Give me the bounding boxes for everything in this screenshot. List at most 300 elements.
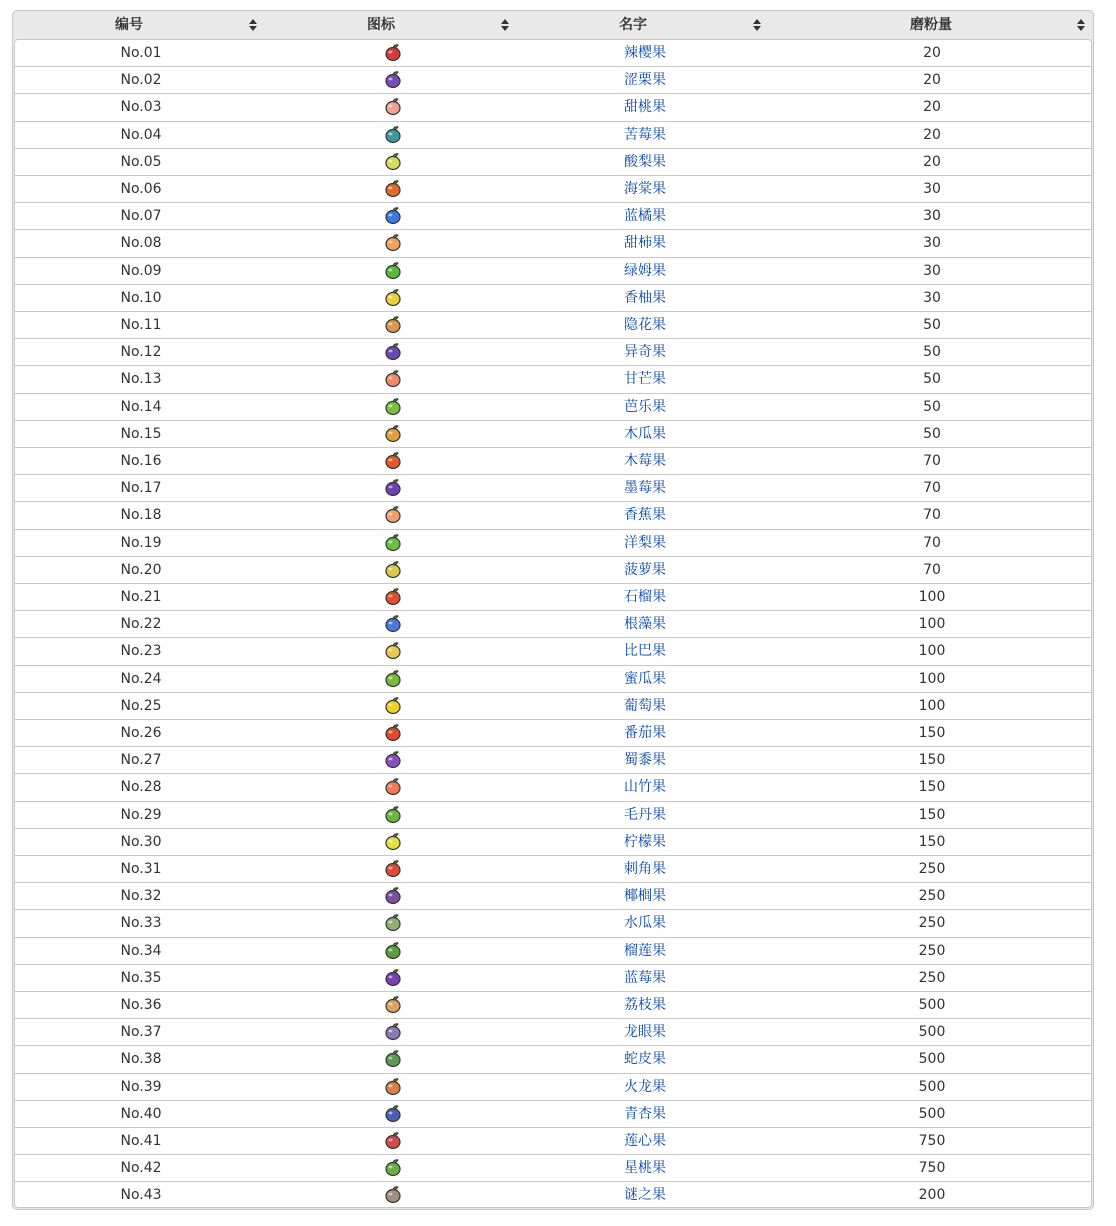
berry-name-cell xyxy=(519,312,771,339)
berry-number: No.32 xyxy=(120,888,162,905)
berry-icon-cell xyxy=(267,94,519,121)
berry-powder: 50 xyxy=(923,317,941,333)
table-row xyxy=(15,856,1091,883)
berry-name-link[interactable]: 荔枝果 xyxy=(624,997,666,1013)
berry-name-cell xyxy=(519,448,771,475)
berry-name-cell xyxy=(519,666,771,693)
berry-name-cell xyxy=(519,1182,771,1209)
header-icon[interactable] xyxy=(265,11,517,39)
table-row xyxy=(15,1128,1091,1155)
table-row xyxy=(15,747,1091,774)
berry-number: No.38 xyxy=(120,1051,162,1068)
table-row xyxy=(15,1101,1091,1128)
berry-powder: 500 xyxy=(918,1051,946,1068)
berry-number: No.29 xyxy=(120,806,162,823)
table-row xyxy=(15,1182,1091,1209)
table-row xyxy=(15,720,1091,747)
berry-name-cell xyxy=(519,638,771,665)
berry-name-cell xyxy=(519,693,771,720)
berry-icon-cell xyxy=(267,67,519,94)
berry-name-link[interactable]: 甜桃果 xyxy=(624,99,666,116)
berry-powder: 70 xyxy=(923,453,941,469)
berry-petaya-icon xyxy=(383,1076,403,1096)
berry-name-cell xyxy=(519,829,771,856)
berry-name-cell xyxy=(519,339,771,366)
berry-number: No.34 xyxy=(120,942,162,959)
berry-starf-icon xyxy=(383,1157,403,1177)
berry-number: No.09 xyxy=(120,262,162,279)
berry-powder: 50 xyxy=(923,425,941,442)
berry-number: No.15 xyxy=(120,425,162,442)
berry-name-cell xyxy=(519,774,771,801)
berry-icon-cell xyxy=(267,638,519,665)
berry-icon-cell xyxy=(267,1019,519,1046)
berry-powder: 250 xyxy=(918,969,946,986)
berry-name-cell xyxy=(519,747,771,774)
berry-pecha-icon xyxy=(383,96,403,116)
berry-icon-cell xyxy=(267,747,519,774)
berry-number: No.17 xyxy=(120,480,162,497)
berry-icon-cell xyxy=(267,122,519,149)
table-row xyxy=(15,638,1091,665)
berry-wiki-icon xyxy=(383,341,403,361)
berry-qualot-icon xyxy=(383,640,403,660)
sort-icon[interactable] xyxy=(753,19,761,31)
berry-icon-cell xyxy=(267,230,519,257)
berry-name-link[interactable]: 异奇果 xyxy=(624,344,666,361)
header-name[interactable] xyxy=(517,11,769,39)
berry-number: No.28 xyxy=(120,779,162,796)
berry-powder: 250 xyxy=(918,888,946,905)
berry-icon-cell xyxy=(267,1074,519,1101)
header-number[interactable] xyxy=(13,11,265,39)
berry-cheri-icon xyxy=(383,42,403,62)
berry-bluk-icon xyxy=(383,477,403,497)
berry-name-link[interactable]: 木瓜果 xyxy=(624,425,666,442)
berry-name-link[interactable]: 苦莓果 xyxy=(624,126,666,143)
table-row xyxy=(15,938,1091,965)
berry-name-link[interactable]: 火龙果 xyxy=(624,1078,666,1095)
berry-name-cell xyxy=(519,285,771,312)
header-number-label: 编号 xyxy=(115,17,143,33)
berry-number: No.18 xyxy=(120,507,162,524)
berry-powder: 100 xyxy=(918,589,946,605)
berry-number: No.33 xyxy=(120,915,162,932)
berry-icon-cell xyxy=(267,856,519,883)
berry-number: No.25 xyxy=(120,697,162,714)
berry-icon-cell xyxy=(267,720,519,747)
table-row xyxy=(15,230,1091,257)
berry-icon-cell xyxy=(267,394,519,421)
berry-powder: 70 xyxy=(923,507,941,524)
berry-number: No.14 xyxy=(120,398,162,415)
berry-name-cell xyxy=(519,176,771,203)
berry-number: No.24 xyxy=(120,670,162,687)
table-row xyxy=(15,1019,1091,1046)
berry-table xyxy=(12,10,1094,1210)
berry-name-cell xyxy=(519,94,771,121)
berry-name-link[interactable]: 柠檬果 xyxy=(624,833,666,850)
berry-chesto-icon xyxy=(383,69,403,89)
berry-icon-cell xyxy=(267,530,519,557)
berry-nanab-icon xyxy=(383,504,403,524)
berry-name-cell xyxy=(519,720,771,747)
berry-powder: 750 xyxy=(918,1160,946,1177)
berry-number: No.01 xyxy=(120,45,162,61)
berry-powder: 30 xyxy=(923,208,941,225)
berry-name-cell xyxy=(519,530,771,557)
berry-icon-cell xyxy=(267,285,519,312)
table-row xyxy=(15,1155,1091,1182)
table-row xyxy=(15,557,1091,584)
berry-name-cell xyxy=(519,258,771,285)
berry-number: No.02 xyxy=(120,72,162,89)
berry-powder: 150 xyxy=(918,833,946,850)
berry-icon-cell xyxy=(267,1046,519,1073)
berry-name-cell xyxy=(519,584,771,611)
berry-enigma-icon xyxy=(383,1184,403,1204)
table-row xyxy=(15,149,1091,176)
berry-number: No.03 xyxy=(120,99,162,116)
table-row xyxy=(15,1074,1091,1101)
berry-name-link[interactable]: 墨莓果 xyxy=(624,480,666,497)
table-row xyxy=(15,176,1091,203)
table-header xyxy=(13,11,1093,39)
table-row xyxy=(15,339,1091,366)
berry-name-cell xyxy=(519,394,771,421)
berry-number: No.08 xyxy=(120,235,162,252)
berry-number: No.07 xyxy=(120,208,162,225)
header-icon-label: 图标 xyxy=(367,17,395,33)
berry-name-link[interactable]: 蜜瓜果 xyxy=(624,670,666,687)
berry-icon-cell xyxy=(267,40,519,67)
berry-name-link[interactable]: 星桃果 xyxy=(624,1160,666,1177)
berry-powder: 250 xyxy=(918,942,946,959)
berry-number: No.35 xyxy=(120,969,162,986)
berry-number: No.04 xyxy=(120,126,162,143)
berry-name-link[interactable]: 洋梨果 xyxy=(624,534,666,551)
berry-powder: 70 xyxy=(923,480,941,497)
berry-icon-cell xyxy=(267,448,519,475)
berry-icon-cell xyxy=(267,992,519,1019)
berry-name-link[interactable]: 涩栗果 xyxy=(624,72,666,89)
berry-name-link[interactable]: 根藻果 xyxy=(624,616,666,633)
berry-name-cell xyxy=(519,366,771,393)
table-row xyxy=(15,448,1091,475)
berry-liechi-icon xyxy=(383,994,403,1014)
berry-pinap-icon xyxy=(383,559,403,579)
table-row xyxy=(15,829,1091,856)
berry-number: No.12 xyxy=(120,344,162,361)
berry-powder: 500 xyxy=(918,997,946,1013)
berry-number: No.43 xyxy=(120,1187,162,1204)
table-row xyxy=(15,203,1091,230)
berry-name-link[interactable]: 香柚果 xyxy=(624,289,666,306)
table-row xyxy=(15,421,1091,448)
berry-durin-icon xyxy=(383,940,403,960)
table-row xyxy=(15,965,1091,992)
berry-name-link[interactable]: 蛇皮果 xyxy=(624,1051,666,1068)
berry-iapapa-icon xyxy=(383,423,403,443)
berry-kelpsy-icon xyxy=(383,613,403,633)
berry-powder: 100 xyxy=(918,616,946,633)
berry-powder: 20 xyxy=(923,45,941,61)
table-row xyxy=(15,883,1091,910)
berry-name-link[interactable]: 葡萄果 xyxy=(624,697,666,714)
berry-number: No.10 xyxy=(120,289,162,306)
berry-icon-cell xyxy=(267,366,519,393)
berry-name-link[interactable]: 蓝橘果 xyxy=(624,208,666,225)
berry-persim-icon xyxy=(383,232,403,252)
berry-powder: 70 xyxy=(923,534,941,551)
berry-number: No.06 xyxy=(120,181,162,197)
berry-cornn-icon xyxy=(383,749,403,769)
berry-number: No.41 xyxy=(120,1133,162,1149)
berry-number: No.19 xyxy=(120,534,162,551)
berry-name-cell xyxy=(519,611,771,638)
berry-hondew-icon xyxy=(383,668,403,688)
berry-name-cell xyxy=(519,1155,771,1182)
berry-name-link[interactable]: 隐花果 xyxy=(624,317,666,333)
berry-figy-icon xyxy=(383,314,403,334)
table-body xyxy=(14,39,1092,1208)
table-row xyxy=(15,67,1091,94)
berry-powder: 50 xyxy=(923,398,941,415)
berry-powder: 30 xyxy=(923,181,941,197)
berry-oran-icon xyxy=(383,205,403,225)
berry-icon-cell xyxy=(267,584,519,611)
sort-icon[interactable] xyxy=(501,19,509,31)
berry-name-cell xyxy=(519,802,771,829)
berry-name-link[interactable]: 龙眼果 xyxy=(624,1024,666,1041)
table-row xyxy=(15,94,1091,121)
berry-lum-icon xyxy=(383,260,403,280)
berry-icon-cell xyxy=(267,1182,519,1209)
header-powder[interactable] xyxy=(769,11,1093,39)
berry-rabuta-icon xyxy=(383,804,403,824)
berry-powder: 20 xyxy=(923,99,941,116)
berry-leppa-icon xyxy=(383,178,403,198)
table-row xyxy=(15,285,1091,312)
berry-name-link[interactable]: 青杏果 xyxy=(624,1105,666,1122)
berry-name-cell xyxy=(519,40,771,67)
berry-name-link[interactable]: 香蕉果 xyxy=(624,507,666,524)
berry-sitrus-icon xyxy=(383,287,403,307)
table-row xyxy=(15,1046,1091,1073)
berry-name-link[interactable]: 比巴果 xyxy=(624,643,666,660)
berry-name-link[interactable]: 芭乐果 xyxy=(624,398,666,415)
sort-icon[interactable] xyxy=(1077,19,1085,31)
berry-name-cell xyxy=(519,502,771,529)
berry-name-cell xyxy=(519,992,771,1019)
berry-icon-cell xyxy=(267,502,519,529)
berry-pomeg-icon xyxy=(383,586,403,606)
berry-name-cell xyxy=(519,557,771,584)
berry-name-link[interactable]: 榴莲果 xyxy=(624,942,666,959)
table-row xyxy=(15,992,1091,1019)
berry-number: No.31 xyxy=(120,861,162,877)
berry-number: No.36 xyxy=(120,997,162,1013)
berry-powder: 150 xyxy=(918,779,946,796)
berry-name-cell xyxy=(519,67,771,94)
berry-powder: 200 xyxy=(918,1187,946,1204)
berry-icon-cell xyxy=(267,1128,519,1155)
berry-powder: 70 xyxy=(923,561,941,578)
berry-apicot-icon xyxy=(383,1103,403,1123)
berry-number: No.11 xyxy=(120,317,162,333)
berry-name-cell xyxy=(519,1128,771,1155)
berry-name-link[interactable]: 辣樱果 xyxy=(624,45,666,61)
berry-icon-cell xyxy=(267,339,519,366)
berry-name-cell xyxy=(519,938,771,965)
berry-name-link[interactable]: 木莓果 xyxy=(624,453,666,469)
berry-name-cell xyxy=(519,1019,771,1046)
berry-name-link[interactable]: 谜之果 xyxy=(624,1187,666,1204)
berry-icon-cell xyxy=(267,611,519,638)
berry-name-cell xyxy=(519,910,771,937)
berry-name-link[interactable]: 毛丹果 xyxy=(624,806,666,823)
table-row xyxy=(15,366,1091,393)
berry-powder: 500 xyxy=(918,1078,946,1095)
berry-powder: 150 xyxy=(918,725,946,741)
berry-icon-cell xyxy=(267,938,519,965)
berry-name-link[interactable]: 酸梨果 xyxy=(624,153,666,170)
table-row xyxy=(15,802,1091,829)
berry-salac-icon xyxy=(383,1048,403,1068)
berry-powder: 30 xyxy=(923,262,941,279)
berry-name-link[interactable]: 椰榈果 xyxy=(624,888,666,905)
berry-powder: 30 xyxy=(923,235,941,252)
berry-powder: 500 xyxy=(918,1024,946,1041)
berry-name-cell xyxy=(519,965,771,992)
berry-name-cell xyxy=(519,475,771,502)
table-row xyxy=(15,693,1091,720)
berry-grepa-icon xyxy=(383,695,403,715)
berry-name-link[interactable]: 蓝莓果 xyxy=(624,969,666,986)
table-row xyxy=(15,312,1091,339)
berry-powder: 150 xyxy=(918,752,946,769)
berry-lansat-icon xyxy=(383,1130,403,1150)
berry-number: No.37 xyxy=(120,1024,162,1041)
table-row xyxy=(15,394,1091,421)
berry-number: No.26 xyxy=(120,725,162,741)
berry-powder: 100 xyxy=(918,643,946,660)
table-row xyxy=(15,40,1091,67)
berry-name-link[interactable]: 绿姆果 xyxy=(624,262,666,279)
berry-name-link[interactable]: 石榴果 xyxy=(624,589,666,605)
berry-icon-cell xyxy=(267,1155,519,1182)
berry-powder: 30 xyxy=(923,289,941,306)
berry-icon-cell xyxy=(267,203,519,230)
berry-name-link[interactable]: 山竹果 xyxy=(624,779,666,796)
berry-icon-cell xyxy=(267,149,519,176)
berry-name-cell xyxy=(519,122,771,149)
berry-powder: 500 xyxy=(918,1105,946,1122)
berry-watmel-icon xyxy=(383,912,403,932)
berry-powder: 20 xyxy=(923,72,941,89)
berry-razz-icon xyxy=(383,450,403,470)
table-row xyxy=(15,502,1091,529)
berry-name-cell xyxy=(519,203,771,230)
header-powder-label: 磨粉量 xyxy=(910,17,952,33)
berry-powder: 750 xyxy=(918,1133,946,1149)
berry-spelon-icon xyxy=(383,858,403,878)
berry-icon-cell xyxy=(267,666,519,693)
berry-name-link[interactable]: 菠萝果 xyxy=(624,561,666,578)
berry-name-cell xyxy=(519,1074,771,1101)
berry-rawst-icon xyxy=(383,124,403,144)
berry-name-link[interactable]: 刺角果 xyxy=(624,861,666,877)
berry-powder: 20 xyxy=(923,126,941,143)
berry-number: No.05 xyxy=(120,153,162,170)
berry-name-link[interactable]: 水瓜果 xyxy=(624,915,666,932)
berry-icon-cell xyxy=(267,421,519,448)
berry-icon-cell xyxy=(267,802,519,829)
berry-mago-icon xyxy=(383,368,403,388)
berry-powder: 100 xyxy=(918,670,946,687)
berry-name-cell xyxy=(519,1046,771,1073)
berry-name-cell xyxy=(519,883,771,910)
berry-name-link[interactable]: 甜柿果 xyxy=(624,235,666,252)
berry-powder: 50 xyxy=(923,371,941,388)
berry-icon-cell xyxy=(267,557,519,584)
berry-icon-cell xyxy=(267,312,519,339)
sort-icon[interactable] xyxy=(249,19,257,31)
berry-icon-cell xyxy=(267,965,519,992)
berry-icon-cell xyxy=(267,883,519,910)
berry-number: No.23 xyxy=(120,643,162,660)
berry-number: No.16 xyxy=(120,453,162,469)
berry-name-link[interactable]: 番茄果 xyxy=(624,725,666,741)
berry-name-link[interactable]: 甘芒果 xyxy=(624,371,666,388)
berry-number: No.13 xyxy=(120,371,162,388)
table-row xyxy=(15,910,1091,937)
berry-icon-cell xyxy=(267,258,519,285)
berry-icon-cell xyxy=(267,475,519,502)
berry-name-link[interactable]: 蜀黍果 xyxy=(624,752,666,769)
berry-longan-icon xyxy=(383,1021,403,1041)
berry-pamtre-icon xyxy=(383,885,403,905)
berry-number: No.20 xyxy=(120,561,162,578)
berry-powder: 50 xyxy=(923,344,941,361)
berry-powder: 100 xyxy=(918,697,946,714)
table-row xyxy=(15,258,1091,285)
table-row xyxy=(15,666,1091,693)
berry-icon-cell xyxy=(267,910,519,937)
berry-name-cell xyxy=(519,230,771,257)
berry-belue-icon xyxy=(383,967,403,987)
berry-name-link[interactable]: 海棠果 xyxy=(624,181,666,197)
berry-nomel-icon xyxy=(383,831,403,851)
berry-number: No.40 xyxy=(120,1105,162,1122)
berry-icon-cell xyxy=(267,829,519,856)
berry-name-cell xyxy=(519,421,771,448)
berry-powder: 250 xyxy=(918,861,946,877)
berry-aspear-icon xyxy=(383,151,403,171)
berry-powder: 150 xyxy=(918,806,946,823)
header-name-label: 名字 xyxy=(619,17,647,33)
berry-icon-cell xyxy=(267,774,519,801)
berry-number: No.30 xyxy=(120,833,162,850)
berry-number: No.42 xyxy=(120,1160,162,1177)
berry-name-cell xyxy=(519,856,771,883)
berry-number: No.21 xyxy=(120,589,162,605)
berry-tamato-icon xyxy=(383,722,403,742)
berry-name-link[interactable]: 莲心果 xyxy=(624,1133,666,1149)
table-row xyxy=(15,530,1091,557)
berry-number: No.22 xyxy=(120,616,162,633)
berry-powder: 20 xyxy=(923,153,941,170)
